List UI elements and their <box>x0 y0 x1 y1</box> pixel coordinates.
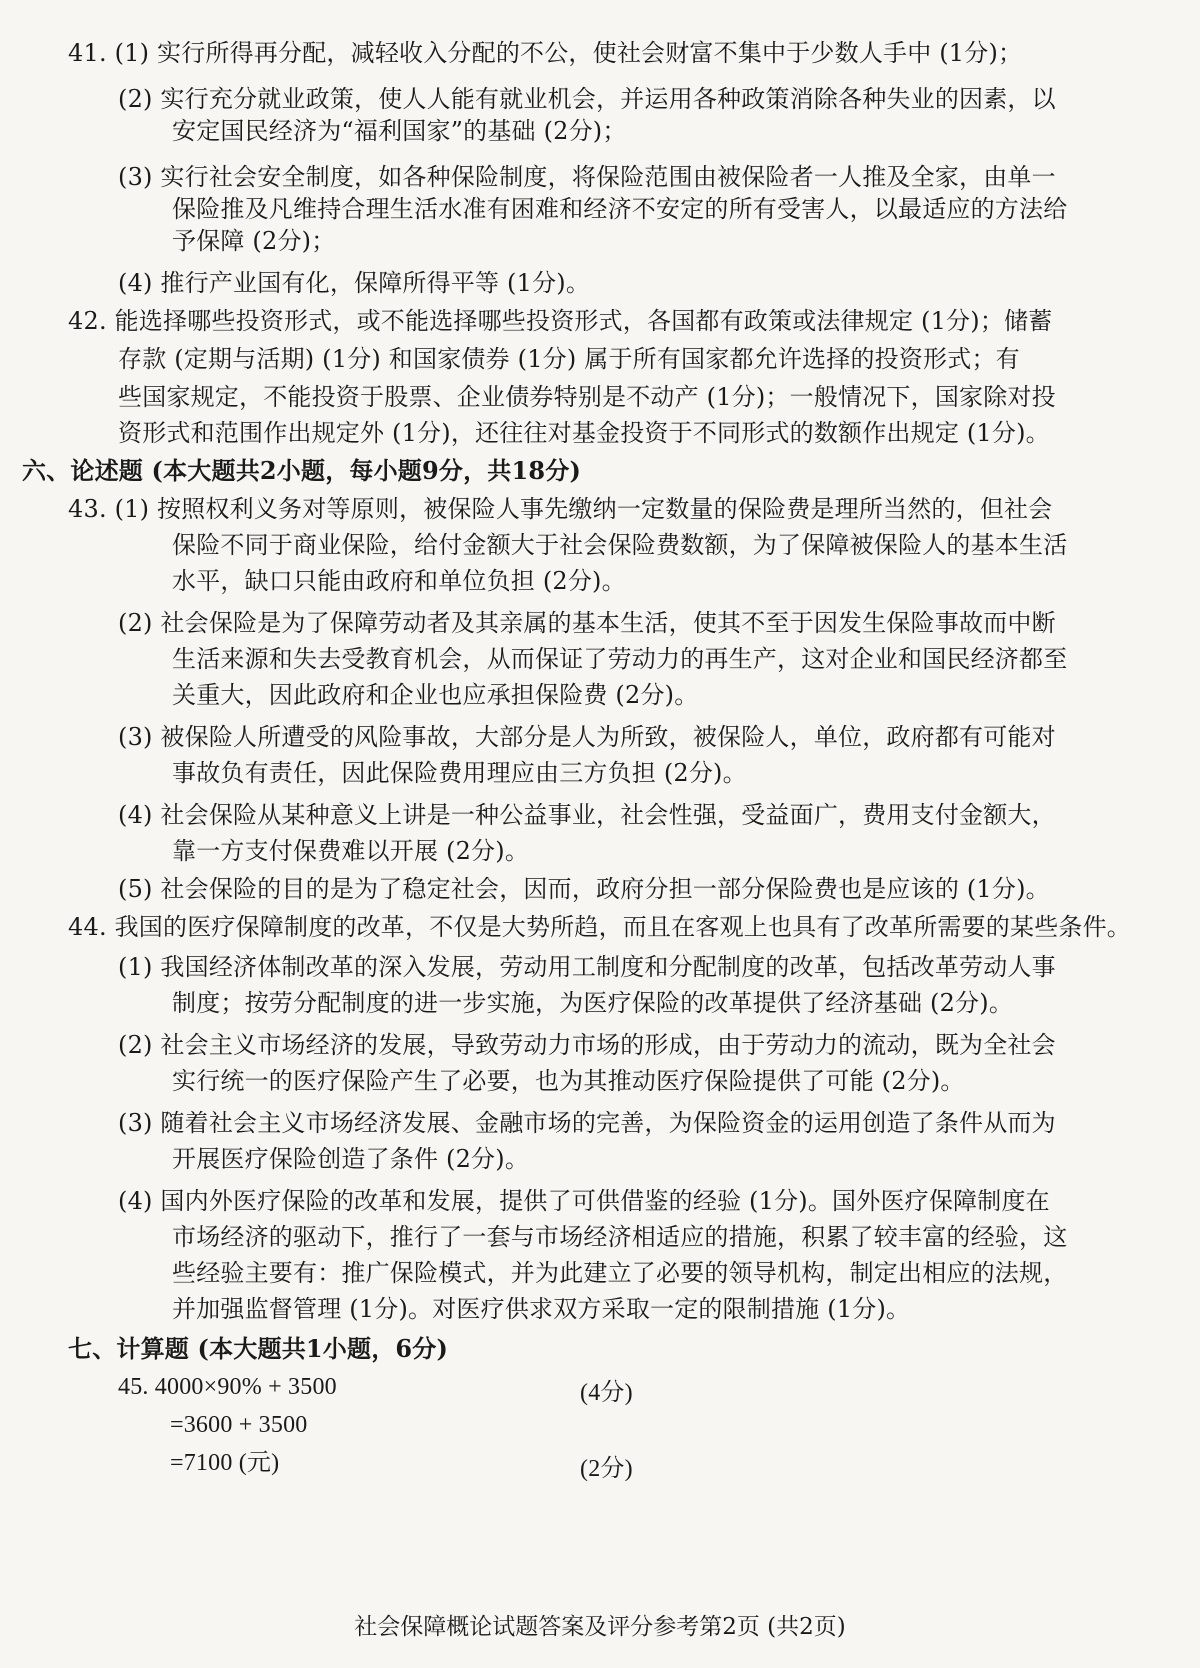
q43-line-1: 43. (1) 按照权利义务对等原则，被保险人事先缴纳一定数量的保险费是理所当然的，但社会 <box>68 495 1053 523</box>
q43-line-3: 水平，缺口只能由政府和单位负担 (2分)。 <box>172 567 626 595</box>
q41-line-5: 保险推及凡维持合理生活水准有困难和经济不安定的所有受害人，以最适应的方法给 <box>172 195 1068 223</box>
q41-line-7: (4) 推行产业国有化，保障所得平等 (1分)。 <box>118 269 591 297</box>
section-7-heading: 七、计算题 (本大题共1小题，6分) <box>68 1334 449 1363</box>
q42-line-2: 存款 (定期与活期) (1分) 和国家债券 (1分) 属于所有国家都允许选择的投资形式；有 <box>118 345 1020 373</box>
q41-line-4: (3) 实行社会安全制度，如各种保险制度，将保险范围由被保险者一人推及全家，由单一 <box>118 163 1056 191</box>
q41-line-6: 予保障 (2分)； <box>172 227 336 255</box>
q44-line-2: (1) 我国经济体制改革的深入发展，劳动用工制度和分配制度的改革，包括改革劳动人事 <box>118 953 1056 981</box>
q44-line-4: (2) 社会主义市场经济的发展，导致劳动力市场的形成，由于劳动力的流动，既为全社会 <box>118 1031 1056 1059</box>
q43-line-2: 保险不同于商业保险，给付金额大于社会保险费数额，为了保障被保险人的基本生活 <box>172 531 1068 559</box>
q44-line-11: 并加强监督管理 (1分)。对医疗供求双方采取一定的限制措施 (1分)。 <box>172 1295 911 1323</box>
q45-line-1: 45. 4000×90% + 3500 <box>118 1374 337 1400</box>
q45-line-2: =3600 + 3500 <box>170 1412 308 1438</box>
q44-line-3: 制度；按劳分配制度的进一步实施，为医疗保险的改革提供了经济基础 (2分)。 <box>172 989 1014 1017</box>
q42-line-3: 些国家规定，不能投资于股票、企业债券特别是不动产 (1分)；一般情况下，国家除对投 <box>118 383 1056 411</box>
q42-line-1: 42. 能选择哪些投资形式，或不能选择哪些投资形式，各国都有政策或法律规定 (1分)；储蓄 <box>68 307 1053 335</box>
q43-line-9: (4) 社会保险从某种意义上讲是一种公益事业，社会性强，受益面广，费用支付金额大， <box>118 801 1056 829</box>
q43-line-5: 生活来源和失去受教育机会，从而保证了劳动力的再生产，这对企业和国民经济都至 <box>172 645 1068 673</box>
q44-line-7: 开展医疗保险创造了条件 (2分)。 <box>172 1145 530 1173</box>
q44-line-10: 些经验主要有：推广保险模式，并为此建立了必要的领导机构，制定出相应的法规， <box>172 1259 1068 1287</box>
q44-line-5: 实行统一的医疗保险产生了必要，也为其推动医疗保险提供了可能 (2分)。 <box>172 1067 965 1095</box>
q43-line-8: 事故负有责任，因此保险费用理应由三方负担 (2分)。 <box>172 759 747 787</box>
q43-line-11: (5) 社会保险的目的是为了稳定社会，因而，政府分担一部分保险费也是应该的 (1分)。 <box>118 875 1050 903</box>
q43-line-6: 关重大，因此政府和企业也应承担保险费 (2分)。 <box>172 681 699 709</box>
q43-line-4: (2) 社会保险是为了保障劳动者及其亲属的基本生活，使其不至于因发生保险事故而中断 <box>118 609 1056 637</box>
q44-line-9: 市场经济的驱动下，推行了一套与市场经济相适应的措施，积累了较丰富的经验，这 <box>172 1223 1068 1251</box>
q45-line-3: =7100 (元) <box>170 1450 280 1476</box>
q42-line-4: 资形式和范围作出规定外 (1分)，还往往对基金投资于不同形式的数额作出规定 (1分)。 <box>118 419 1050 447</box>
q43-line-10: 靠一方支付保费难以开展 (2分)。 <box>172 837 530 865</box>
q41-line-2: (2) 实行充分就业政策，使人人能有就业机会，并运用各种政策消除各种失业的因素，以 <box>118 85 1056 113</box>
section-6-heading: 六、论述题 (本大题共2小题，每小题9分，共18分) <box>22 456 582 485</box>
q45-score-3: (2分) <box>580 1456 633 1482</box>
q44-line-8: (4) 国内外医疗保险的改革和发展，提供了可供借鉴的经验 (1分)。国外医疗保障制度在 <box>118 1187 1050 1215</box>
q43-line-7: (3) 被保险人所遭受的风险事故，大部分是人为所致，被保险人，单位，政府都有可能对 <box>118 723 1056 751</box>
q41-line-1: 41. (1) 实行所得再分配，减轻收入分配的不公，使社会财富不集中于少数人手中 (1分)； <box>68 39 1023 67</box>
page-footer: 社会保障概论试题答案及评分参考第2页 (共2页) <box>354 1614 846 1640</box>
q44-line-6: (3) 随着社会主义市场经济发展、金融市场的完善，为保险资金的运用创造了条件从而为 <box>118 1109 1056 1137</box>
q45-score-1: (4分) <box>580 1380 633 1406</box>
q44-line-1: 44. 我国的医疗保障制度的改革，不仅是大势所趋，而且在客观上也具有了改革所需要的某些条件。 <box>68 913 1131 941</box>
q41-line-3: 安定国民经济为“福利国家”的基础 (2分)； <box>172 117 627 145</box>
